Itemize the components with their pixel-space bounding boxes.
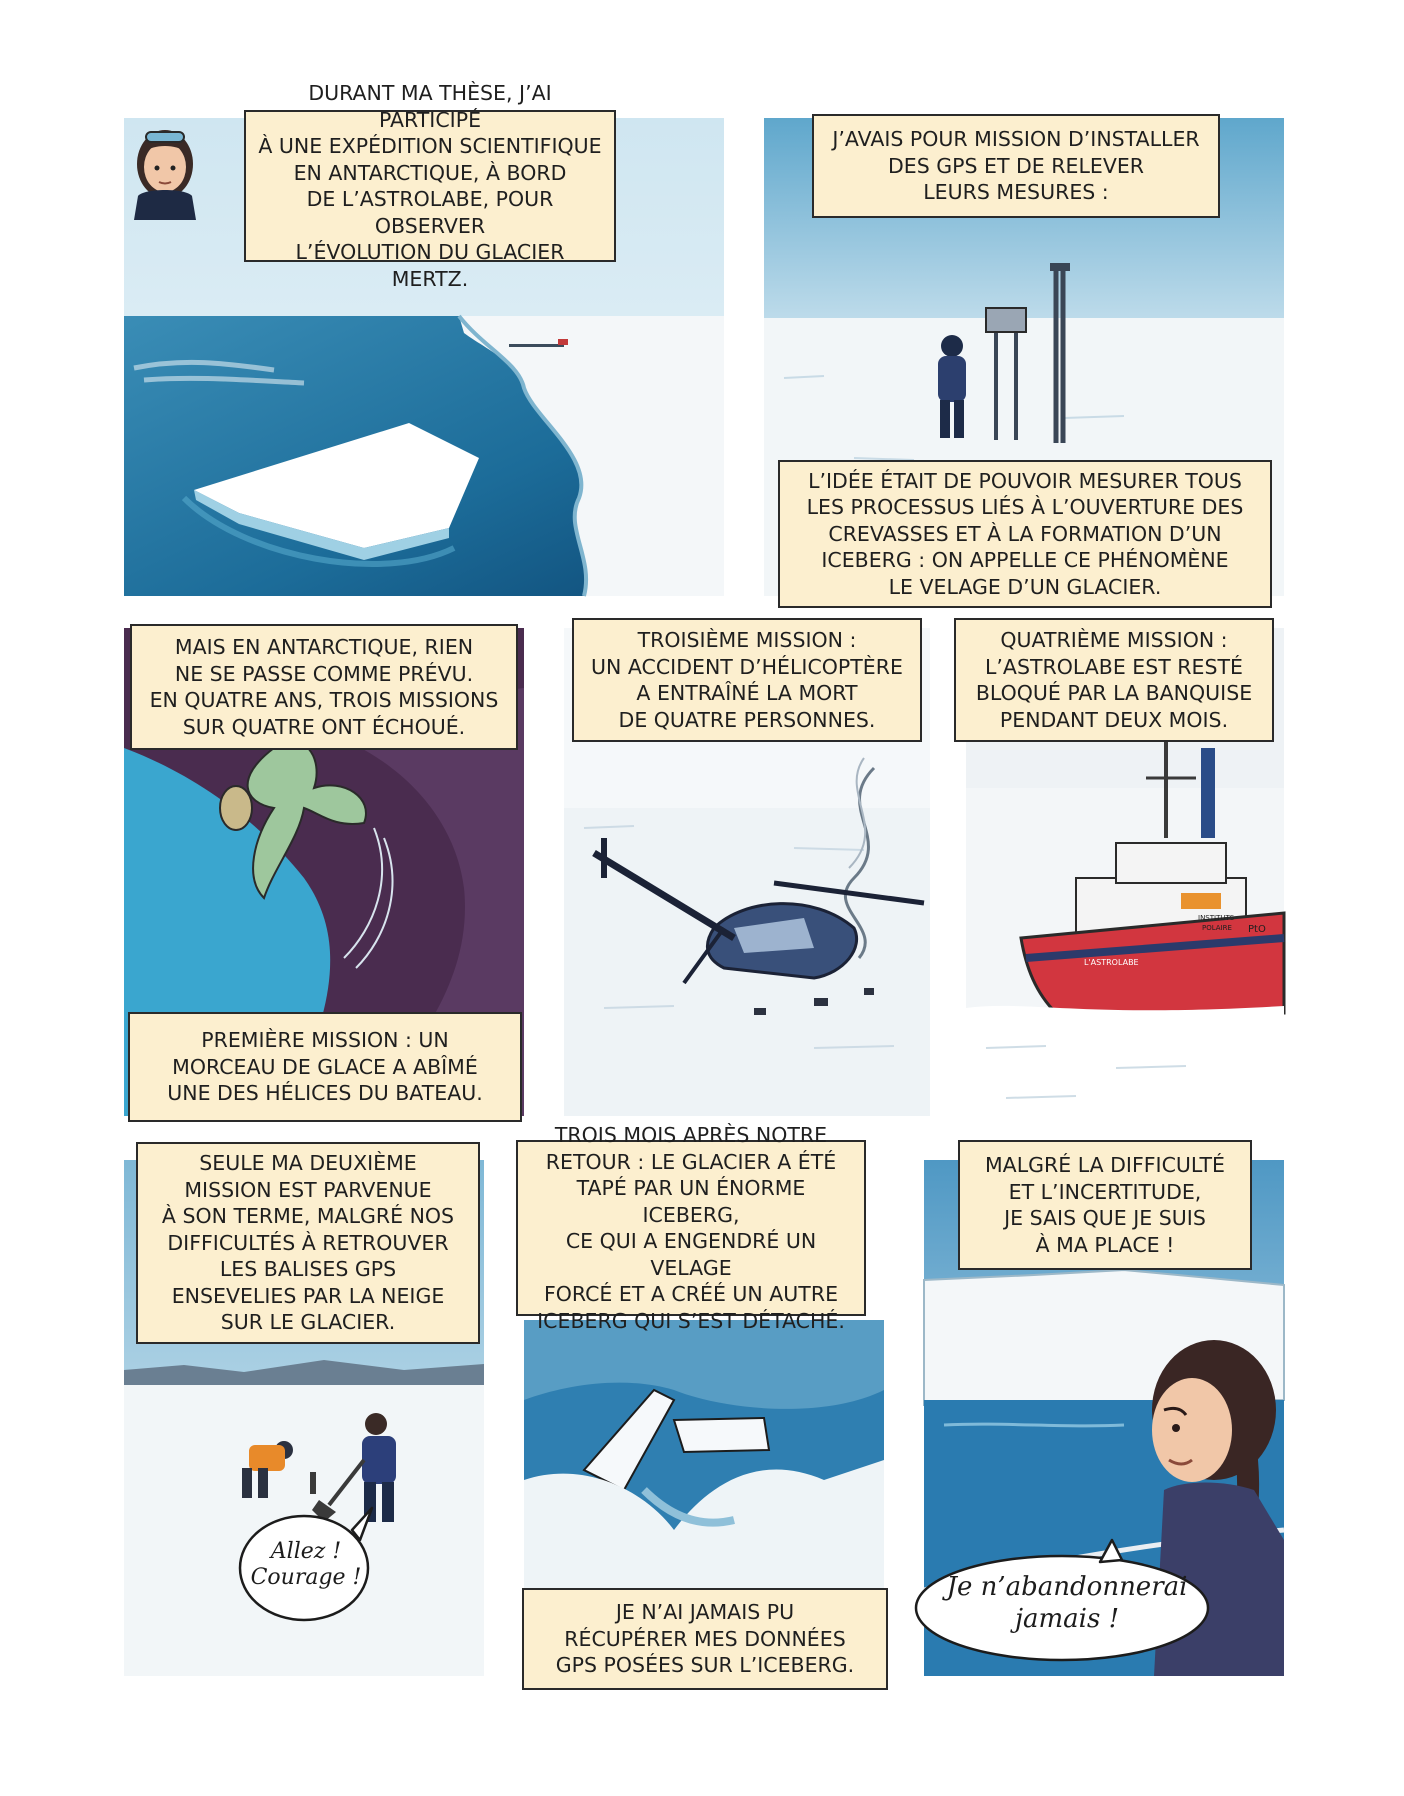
panel-5-ship — [966, 628, 1284, 1116]
caption-mission-gps: J’AVAIS POUR MISSION D’INSTALLER DES GPS ET DE RELEVER LEURS MESURES : — [812, 114, 1220, 218]
caption-first-mission: PREMIÈRE MISSION : UN MORCEAU DE GLACE A ABÎMÉ UNE DES HÉLICES DU BATEAU. — [128, 1012, 522, 1122]
panel-3-propeller — [124, 628, 524, 1116]
caption-forced-calving: TROIS MOIS APRÈS NOTRE RETOUR : LE GLACIER A ÉTÉ TAPÉ PAR UN ÉNORME ICEBERG, CE QUI A ENGENDRÉ UN VELAGE FORCÉ ET A CRÉÉ UN AUTRE ICEBERG QUI S’EST DÉTACHÉ. — [516, 1140, 866, 1316]
caption-failures: MAIS EN ANTARCTIQUE, RIEN NE SE PASSE COMME PRÉVU. EN QUATRE ANS, TROIS MISSIONS SUR QUATRE ONT ÉCHOUÉ. — [130, 624, 518, 750]
ship-hull-name: L'ASTROLABE — [1084, 958, 1139, 967]
distant-ship — [558, 339, 568, 345]
narrator-avatar — [124, 112, 206, 220]
caption-calving-explanation: L’IDÉE ÉTAIT DE POUVOIR MESURER TOUS LES PROCESSUS LIÉS À L’OUVERTURE DES CREVASSES ET À LA FORMATION D’UN ICEBERG : ON APPELLE CE PHÉNOMÈNE LE VELAGE D’UN GLACIER. — [778, 460, 1272, 608]
caption-intro: DURANT MA THÈSE, J’AI PARTICIPÉ À UNE EXPÉDITION SCIENTIFIQUE EN ANTARCTIQUE, À BORD DE L’ASTROLABE, POUR OBSERVER L’ÉVOLUTION DU GLACIER MERTZ. — [244, 110, 616, 262]
ship-side-text-2: POLAIRE — [1202, 924, 1232, 932]
speech-bubble-courage: Allez ! Courage ! — [232, 1500, 380, 1630]
ship-logo: PtO — [1248, 924, 1266, 935]
caption-second-mission: SEULE MA DEUXIÈME MISSION EST PARVENUE À SON TERME, MALGRÉ NOS DIFFICULTÉS À RETROUVER LES BALISES GPS ENSEVELIES PAR LA NEIGE SUR LE GLACIER. — [136, 1142, 480, 1344]
caption-my-place: MALGRÉ LA DIFFICULTÉ ET L’INCERTITUDE, JE SAIS QUE JE SUIS À MA PLACE ! — [958, 1140, 1252, 1270]
panel-4-helicopter-crash — [564, 628, 930, 1116]
panel-1-sea-iceberg — [124, 81, 724, 596]
speech-bubble-never-give-up: Je n’abandonnerai jamais ! — [910, 1538, 1224, 1668]
panel-7-calving — [524, 1123, 884, 1678]
caption-fourth-mission: QUATRIÈME MISSION : L’ASTROLABE EST RESTÉ BLOQUÉ PAR LA BANQUISE PENDANT DEUX MOIS. — [954, 618, 1274, 742]
caption-lost-data: JE N’AI JAMAIS PU RÉCUPÉRER MES DONNÉES GPS POSÉES SUR L’ICEBERG. — [522, 1588, 888, 1690]
panel-2-gps-mast — [764, 118, 1284, 599]
ship-side-text-1: INSTITUTS — [1198, 914, 1235, 922]
caption-third-mission: TROISIÈME MISSION : UN ACCIDENT D’HÉLICOPTÈRE A ENTRAÎNÉ LA MORT DE QUATRE PERSONNES. — [572, 618, 922, 742]
